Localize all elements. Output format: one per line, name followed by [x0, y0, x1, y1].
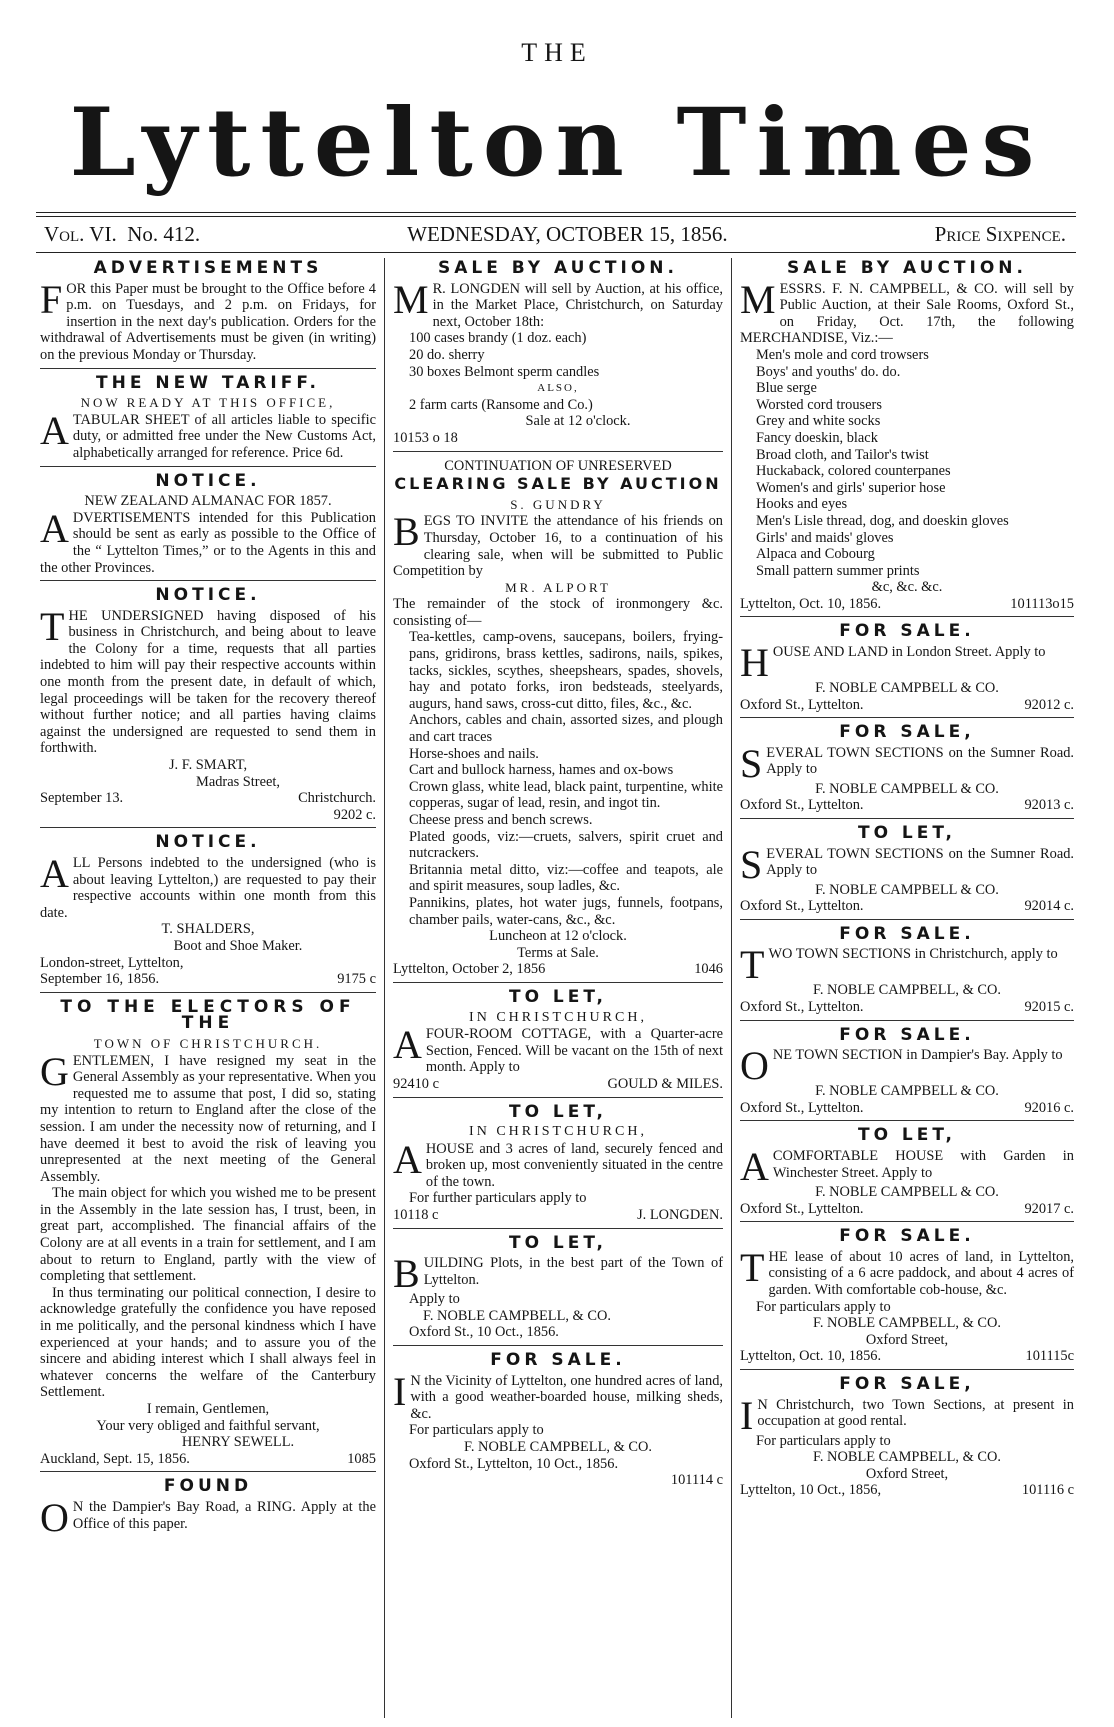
to-let-house: [393, 1101, 723, 1229]
ad-ref: 1046: [694, 961, 723, 978]
ad-text: COMFORTABLE HOUSE with Garden in Winchester Street. Apply to: [772, 1147, 1074, 1181]
ad-heading: FOR SALE.: [839, 923, 975, 944]
ad-heading: TO THE ELECTORS OF THE: [60, 996, 356, 1034]
ad-heading: TO LET,: [508, 1232, 608, 1253]
list-item: Anchors, cables and chain, assorted sizes, and plough and cart traces: [409, 712, 723, 746]
ad-ref: 92014 c.: [1024, 898, 1074, 915]
ad-address: Oxford St., Lyttelton.: [740, 999, 864, 1015]
campbell-auction: [740, 260, 1074, 617]
ad-body: [40, 851, 376, 921]
issue-number: No. 412.: [127, 222, 201, 246]
ad-body: [740, 640, 1074, 686]
drop-cap: A: [40, 851, 69, 896]
ad-heading: TO LET,: [857, 1125, 957, 1146]
ad-date: Lyttelton, October 2, 1856: [393, 961, 546, 978]
ad-intro: The remainder of the stock of ironmongery &c. consisting of—: [393, 596, 723, 629]
electors-signature: HENRY SEWELL.: [181, 1434, 295, 1451]
ad-text: TABULAR SHEET of all articles liable to specific duty, or admitted free under the New Customs Act, alphabetically arranged for reference. Price 6d.: [72, 411, 376, 461]
ad-text: FOUR-ROOM COTTAGE, with a Quarter-acre Section, Fenced. Will be vacant on the 15th of next month. Apply to: [425, 1026, 723, 1076]
ad-ref: 9202 c.: [333, 806, 376, 823]
ad-agent: F. NOBLE CAMPBELL & CO.: [815, 780, 999, 797]
ad-date-row: [393, 961, 723, 978]
list-item: Huckaback, colored counterpanes: [756, 463, 951, 480]
ad-heading: FOR SALE.: [839, 1024, 975, 1045]
ad-text: EGS TO INVITE the attendance of his friends on Thursday, October 16, to a continuation of his clearing sale, when will be submitted to Public Competition by: [393, 513, 723, 580]
ad-address: Oxford St., Lyttelton.: [740, 1099, 864, 1116]
ad-address: Oxford St., Lyttelton.: [740, 1200, 864, 1217]
drop-cap: T: [740, 1244, 765, 1290]
ad-date: Lyttelton, Oct. 10, 1856.: [740, 595, 882, 612]
ad-heading: FOR SALE.: [839, 1226, 975, 1247]
ad-ref: 10153 o 18: [393, 429, 458, 446]
ad-date-row: [740, 898, 1074, 915]
ad-heading: SALE BY AUCTION.: [787, 258, 1027, 278]
list-item: Women's and girls' superior hose: [756, 479, 946, 496]
drop-cap: A: [40, 505, 69, 551]
list-item: Fancy doeskin, black: [756, 429, 878, 446]
column-1: [40, 258, 376, 1540]
ad-ref: 92015 c.: [1024, 999, 1074, 1015]
ad-agent: J. LONGDEN.: [637, 1207, 723, 1224]
ad-heading: NOTICE.: [155, 585, 261, 606]
ad-text: N the Vicinity of Lyttelton, one hundred acres of land, with a good weather-boarded house, milking sheds, &c.: [410, 1372, 723, 1422]
drop-cap: F: [40, 276, 63, 322]
ad-date-row: [740, 596, 1074, 613]
ad-date: September 16, 1856.: [40, 971, 160, 988]
ad-text: UILDING Plots, in the best part of the Town of Lyttelton.: [423, 1255, 723, 1288]
shalders-notice: [40, 834, 376, 992]
ad-signature: J. F. SMART,: [168, 757, 248, 774]
electors-closing-2: Your very obliged and faithful servant,: [96, 1417, 320, 1434]
ad-ref: 10118 c: [393, 1207, 439, 1224]
list-item: 2 farm carts (Ransome and Co.): [409, 396, 593, 413]
ad-text: ENTLEMEN, I have resigned my seat in the General Assembly as your representative. When you requested me to assume that post, I did so, stating my intention to return to England after the close of the session. I am under the necessity now of returning, and I have deemed it best to avoid the risk of leaving you unrepresented at the next meeting of the General Assembly.: [40, 1052, 376, 1185]
ad-ref: 1085: [347, 1450, 376, 1467]
ad-ref: 92017 c.: [1024, 1200, 1074, 1217]
found-notice: [40, 1476, 376, 1540]
list-item: Boys' and youths' do. do.: [756, 363, 901, 380]
ad-heading: NOTICE.: [155, 470, 261, 491]
ad-apply: Apply to: [409, 1291, 460, 1308]
longden-auction: [393, 260, 723, 452]
ad-place: Christchurch.: [298, 790, 376, 807]
ad-agent: F. NOBLE CAMPBELL & CO.: [815, 881, 999, 898]
drop-cap: A: [740, 1143, 769, 1189]
ad-address: Oxford St., 10 Oct., 1856.: [409, 1324, 559, 1341]
smart-notice: [40, 587, 376, 828]
ad-body: [393, 509, 723, 580]
ad-ref: 101114 c: [670, 1472, 723, 1489]
drop-cap: B: [393, 1251, 420, 1297]
for-sale-house-land: [740, 623, 1074, 718]
ad-body: [393, 1022, 723, 1076]
ad-text: HE UNDERSIGNED having disposed of his business in Christchurch, and being about to leave the Colony for a time, requests that all parties indebted to him will pay their respective accounts within one month from the present date, in default of which, legal proceedings will be taken for the recovery thereof without further notice; and all parties having claims against the undersigned are requested to send them in forthwith.: [40, 607, 376, 757]
ad-text: R. LONGDEN will sell by Auction, at his office, in the Market Place, Christchurch, on Saturday next, October 18th:: [432, 280, 723, 330]
ad-agent: F. NOBLE CAMPBELL & CO.: [815, 1183, 999, 1200]
ad-also: ALSO,: [537, 382, 579, 395]
ad-text: OR this Paper must be brought to the Office before 4 p.m. on Tuesdays, and 2 p.m. on Fridays, for insertion in the next day's publication. Orders for the withdrawal of Advertisements must be given (in writing) on the previous Monday or Thursday.: [40, 280, 376, 363]
column-divider-2: [731, 258, 732, 1718]
ad-ref: 101116 c: [1021, 1482, 1074, 1499]
ad-body: [393, 1368, 723, 1423]
ad-date-row: [393, 1207, 723, 1224]
drop-cap: A: [40, 407, 69, 453]
ad-date: September 13.: [40, 790, 124, 807]
list-item: Horse-shoes and nails.: [409, 745, 539, 762]
ad-date-row: [40, 1451, 376, 1468]
ad-body: [740, 276, 1074, 347]
drop-cap: M: [740, 276, 776, 322]
list-item: Pannikins, plates, hot water jugs, funnels, footpans, chamber pails, water-cans, &c., &c.: [409, 894, 723, 928]
ad-text: N Christchurch, two Town Sections, at present in occupation at good rental.: [757, 1396, 1074, 1430]
ad-body: [740, 841, 1074, 887]
ad-text: EVERAL TOWN SECTIONS on the Sumner Road. Apply to: [766, 744, 1074, 778]
ad-agent: GOULD & MILES.: [607, 1075, 723, 1092]
ad-signature: T. SHALDERS,: [161, 921, 255, 938]
ad-text: ESSRS. F. N. CAMPBELL, & CO. will sell by Public Auction, at their Sale Rooms, Oxford St., on Friday, Oct. 17th, the following MERCHANDISE, Viz.:—: [740, 280, 1074, 347]
list-item: Cheese press and bench screws.: [409, 812, 593, 828]
ad-text: NE TOWN SECTION in Dampier's Bay. Apply to: [772, 1047, 1063, 1064]
drop-cap: M: [393, 276, 429, 322]
ad-subheading: CONTINUATION OF UNRESERVED: [444, 457, 672, 474]
ad-agent: F. NOBLE CAMPBELL & CO.: [815, 680, 999, 697]
ad-body: [740, 1043, 1074, 1089]
ad-ref: 92013 c.: [1024, 797, 1074, 814]
ad-ref: 92410 c: [393, 1075, 439, 1092]
ad-date-row: [740, 1100, 1074, 1117]
ad-text: N the Dampier's Bay Road, a RING. Apply at the Office of this paper.: [72, 1498, 376, 1532]
column-divider-1: [384, 258, 385, 1718]
ad-text: EVERAL TOWN SECTIONS on the Sumner Road. Apply to: [766, 845, 1074, 879]
ad-heading: TO LET,: [508, 1101, 608, 1122]
list-item: Cart and bullock harness, hames and ox-bows: [409, 762, 674, 779]
ad-subheading: IN CHRISTCHURCH,: [469, 1124, 647, 1140]
electors-closing: I remain, Gentlemen,: [146, 1401, 270, 1417]
drop-cap: B: [393, 509, 420, 555]
to-let-sumner-sections: [740, 825, 1074, 920]
masthead-title: Lyttelton Times: [69, 88, 1045, 198]
ad-apply: For particulars apply to: [756, 1298, 891, 1315]
ad-trade: Boot and Shoe Maker.: [173, 937, 303, 954]
ad-body: [740, 740, 1074, 786]
list-item: Tea-kettles, camp-ovens, saucepans, boilers, frying-pans, gridirons, brass kettles, sadirons, nails, spikes, tacks, sickles, scythes, sheepshears, spades, shovels, hay and potato forks, iron bedsteads, steelyards, augurs, hand saws, cross-cut ditto, files, &c., &c.: [409, 629, 723, 712]
for-sale-land: [393, 1352, 723, 1489]
ad-body: [740, 1392, 1074, 1438]
list-item: Men's mole and cord trowsers: [756, 346, 929, 363]
ad-luncheon: Luncheon at 12 o'clock.: [489, 928, 627, 945]
ad-body: [393, 1136, 723, 1191]
electors-paragraph-2: The main object for which you wished me to be present in the Assembly in the late session has, I trust, been, in great part, accomplished. The financial affairs of the Colony are at all events in a train for settlement, and I am about to return to England, partly with the view of completing that settlement.: [40, 1185, 376, 1285]
ad-subheading: NOW READY AT THIS OFFICE,: [80, 395, 336, 411]
volume: Vol. VI.: [44, 222, 117, 246]
masthead-rule-bottom: [36, 252, 1076, 253]
drop-cap: G: [40, 1048, 69, 1094]
ad-etc: &c, &c. &c.: [871, 579, 943, 596]
list-item: Alpaca and Cobourg: [756, 546, 875, 563]
ad-date-row: [393, 1076, 723, 1093]
ad-heading: FOR SALE.: [490, 1350, 626, 1371]
ad-body: [740, 1244, 1074, 1299]
ad-agent: F. NOBLE CAMPBELL, & CO.: [813, 982, 1001, 999]
masthead-rule-top-2: [36, 216, 1076, 217]
ad-date-row: [740, 797, 1074, 814]
ad-heading: TO LET,: [857, 823, 957, 844]
ad-body: [40, 407, 376, 462]
ad-date: Auckland, Sept. 15, 1856.: [40, 1450, 190, 1467]
ad-line: NEW ZEALAND ALMANAC FOR 1857.: [84, 493, 332, 510]
ad-ref: 101113o15: [1010, 595, 1074, 612]
ad-heading: ADVERTISEMENTS: [93, 258, 323, 278]
ad-ref: 92012 c.: [1024, 696, 1074, 713]
volume-number: [44, 222, 200, 247]
ad-address: Oxford St., Lyttelton.: [740, 898, 864, 915]
list-item: 100 cases brandy (1 doz. each): [409, 330, 587, 347]
drop-cap: A: [393, 1136, 422, 1182]
drop-cap: I: [740, 1392, 754, 1438]
ad-text: HOUSE and 3 acres of land, securely fenced and broken up, most conveniently situated in the centre of the town.: [425, 1140, 723, 1190]
ad-apply: For particulars apply to: [409, 1422, 544, 1439]
ad-heading: FOR SALE.: [839, 621, 975, 642]
dateline: [44, 222, 1066, 247]
ad-agent: F. NOBLE CAMPBELL, & CO.: [464, 1439, 652, 1455]
list-item: Hooks and eyes: [756, 496, 848, 513]
ad-body: [40, 1494, 376, 1540]
ad-heading: FOR SALE,: [839, 1373, 975, 1394]
list-item: Britannia metal ditto, viz:—coffee and teapots, ale and spirit measures, soup ladles, &c.: [409, 861, 723, 895]
ad-agent: F. NOBLE CAMPBELL, & CO.: [423, 1307, 611, 1324]
ad-date-row: [740, 1201, 1074, 1218]
ad-address: Oxford St., Lyttelton.: [740, 696, 864, 713]
ad-heading: NOTICE.: [155, 832, 261, 853]
ad-heading: CLEARING SALE BY AUCTION: [394, 474, 722, 494]
issue-date: WEDNESDAY, OCTOBER 15, 1856.: [407, 222, 728, 246]
ad-body: [393, 276, 723, 331]
auctioneer-name: S. GUNDRY: [510, 496, 606, 512]
ad-body: [393, 1251, 723, 1297]
ad-address: Oxford St., Lyttelton.: [740, 797, 864, 814]
ad-address: London-street, Lyttelton,: [40, 954, 184, 971]
drop-cap: T: [40, 603, 65, 649]
list-item: Girls' and maids' gloves: [756, 529, 894, 546]
ad-body: [40, 276, 376, 364]
ad-body: [40, 603, 376, 757]
ad-text: DVERTISEMENTS intended for this Publication should be sent as early as possible to the Office of the “ Lyttelton Times,” or to the Agents in this and the other Provinces.: [40, 509, 376, 576]
ad-text: HE lease of about 10 acres of land, in Lyttelton, consisting of a 6 acre paddock, and about 4 acres of garden. With comfortable cob-house, &c.: [768, 1248, 1074, 1298]
ad-ref: 101115c: [1025, 1348, 1074, 1365]
drop-cap: A: [393, 1022, 422, 1068]
ad-text: WO TOWN SECTIONS in Christchurch, apply to: [768, 946, 1058, 963]
ad-address: Oxford St., Lyttelton, 10 Oct., 1856.: [409, 1455, 619, 1472]
drop-cap: S: [740, 841, 763, 887]
for-sale-lease: [740, 1228, 1074, 1370]
ad-body: [740, 942, 1074, 988]
for-sale-christchurch-rental: [740, 1373, 1074, 1499]
to-let-building-plots: [393, 1232, 723, 1346]
ad-heading: SALE BY AUCTION.: [438, 258, 678, 278]
drop-cap: T: [740, 942, 765, 988]
almanac-notice: [40, 470, 376, 582]
to-let-winchester-house: [740, 1127, 1074, 1222]
list-item: Worsted cord trousers: [756, 396, 882, 413]
masthead-rule-top: [36, 212, 1076, 213]
ad-agent: F. NOBLE CAMPBELL, & CO.: [813, 1315, 1001, 1332]
issue-price: Price Sixpence.: [934, 222, 1066, 246]
ad-heading: TO LET,: [508, 986, 608, 1007]
ad-text: LL Persons indebted to the undersigned (who is about leaving Lyttelton,) are requested to pay their respective accounts within one month from this date.: [40, 855, 376, 921]
ad-address: Oxford Street,: [865, 1331, 949, 1348]
ad-date: Lyttelton, 10 Oct., 1856,: [740, 1482, 882, 1499]
list-item: Blue serge: [756, 380, 817, 397]
column-3: [740, 258, 1074, 1499]
ad-subheading: TOWN OF CHRISTCHURCH.: [93, 1035, 323, 1051]
list-item: Small pattern summer prints: [756, 562, 920, 579]
list-item: 20 do. sherry: [409, 346, 485, 363]
ad-heading: FOR SALE,: [839, 722, 975, 743]
ad-terms: Terms at Sale.: [517, 944, 599, 961]
ad-apply: For further particulars apply to: [409, 1190, 587, 1207]
advertisements-notice: [40, 260, 376, 369]
drop-cap: O: [40, 1494, 69, 1540]
list-item: Plated goods, viz:—cruets, salvers, spirit cruet and nutcrackers.: [409, 828, 723, 862]
ad-heading: THE NEW TARIFF.: [96, 372, 320, 393]
ad-heading: FOUND: [163, 1476, 253, 1497]
drop-cap: I: [393, 1368, 407, 1414]
ad-address: Oxford Street,: [865, 1465, 949, 1482]
ad-date-row: [740, 999, 1074, 1016]
ad-date-row: [740, 1348, 1074, 1365]
for-sale-dampiers-bay: [740, 1024, 1074, 1122]
clearing-sale: [393, 458, 723, 983]
list-item: Men's Lisle thread, dog, and doeskin gloves: [756, 512, 1009, 529]
column-2: [393, 258, 723, 1489]
auctioneer-name: MR. ALPORT: [505, 579, 611, 595]
ad-text: OUSE AND LAND in London Street. Apply to: [772, 644, 1046, 661]
drop-cap: O: [740, 1043, 769, 1089]
drop-cap: H: [740, 640, 769, 686]
ad-date: Lyttelton, Oct. 10, 1856.: [740, 1348, 882, 1365]
ad-body: [740, 1143, 1074, 1189]
ad-date-row: [40, 971, 376, 988]
ad-ref: 9175 c: [337, 971, 376, 988]
ad-date-row: [740, 1482, 1074, 1499]
electors-paragraph-3: In thus terminating our political connection, I desire to acknowledge gratefully the confidence you have reposed in me politically, and the personal kindness which I have experienced at your hands; and to assure you of the sincere and abiding interest which I shall always feel in whatever concerns the welfare of the Canterbury Settlement.: [40, 1284, 376, 1401]
to-let-cottage: [393, 986, 723, 1098]
list-item: 30 boxes Belmont sperm candles: [409, 363, 600, 380]
electors-address: [40, 996, 376, 1473]
ad-date-row: [40, 790, 376, 807]
for-sale-sumner-sections: [740, 724, 1074, 819]
ad-ref: 92016 c.: [1024, 1099, 1074, 1116]
list-item: Broad cloth, and Tailor's twist: [756, 446, 929, 463]
electors-paragraph-1: [40, 1048, 376, 1186]
for-sale-christchurch-sections: [740, 923, 1074, 1021]
ad-address: Madras Street,: [196, 773, 280, 790]
drop-cap: S: [740, 740, 763, 786]
list-item: Grey and white socks: [756, 413, 881, 430]
ad-agent: F. NOBLE CAMPBELL, & CO.: [813, 1449, 1001, 1466]
ad-date-row: [740, 697, 1074, 714]
ad-apply: For particulars apply to: [756, 1432, 891, 1449]
ad-body: [40, 505, 376, 576]
ad-time: Sale at 12 o'clock.: [525, 413, 631, 430]
ad-agent: F. NOBLE CAMPBELL & CO.: [815, 1083, 999, 1100]
tariff-notice: [40, 372, 376, 467]
list-item: Crown glass, white lead, black paint, turpentine, white copperas, sugar of lead, resin, and ingot tin.: [409, 778, 723, 812]
masthead-the: THE: [521, 38, 593, 67]
ad-subheading: IN CHRISTCHURCH,: [469, 1009, 647, 1025]
